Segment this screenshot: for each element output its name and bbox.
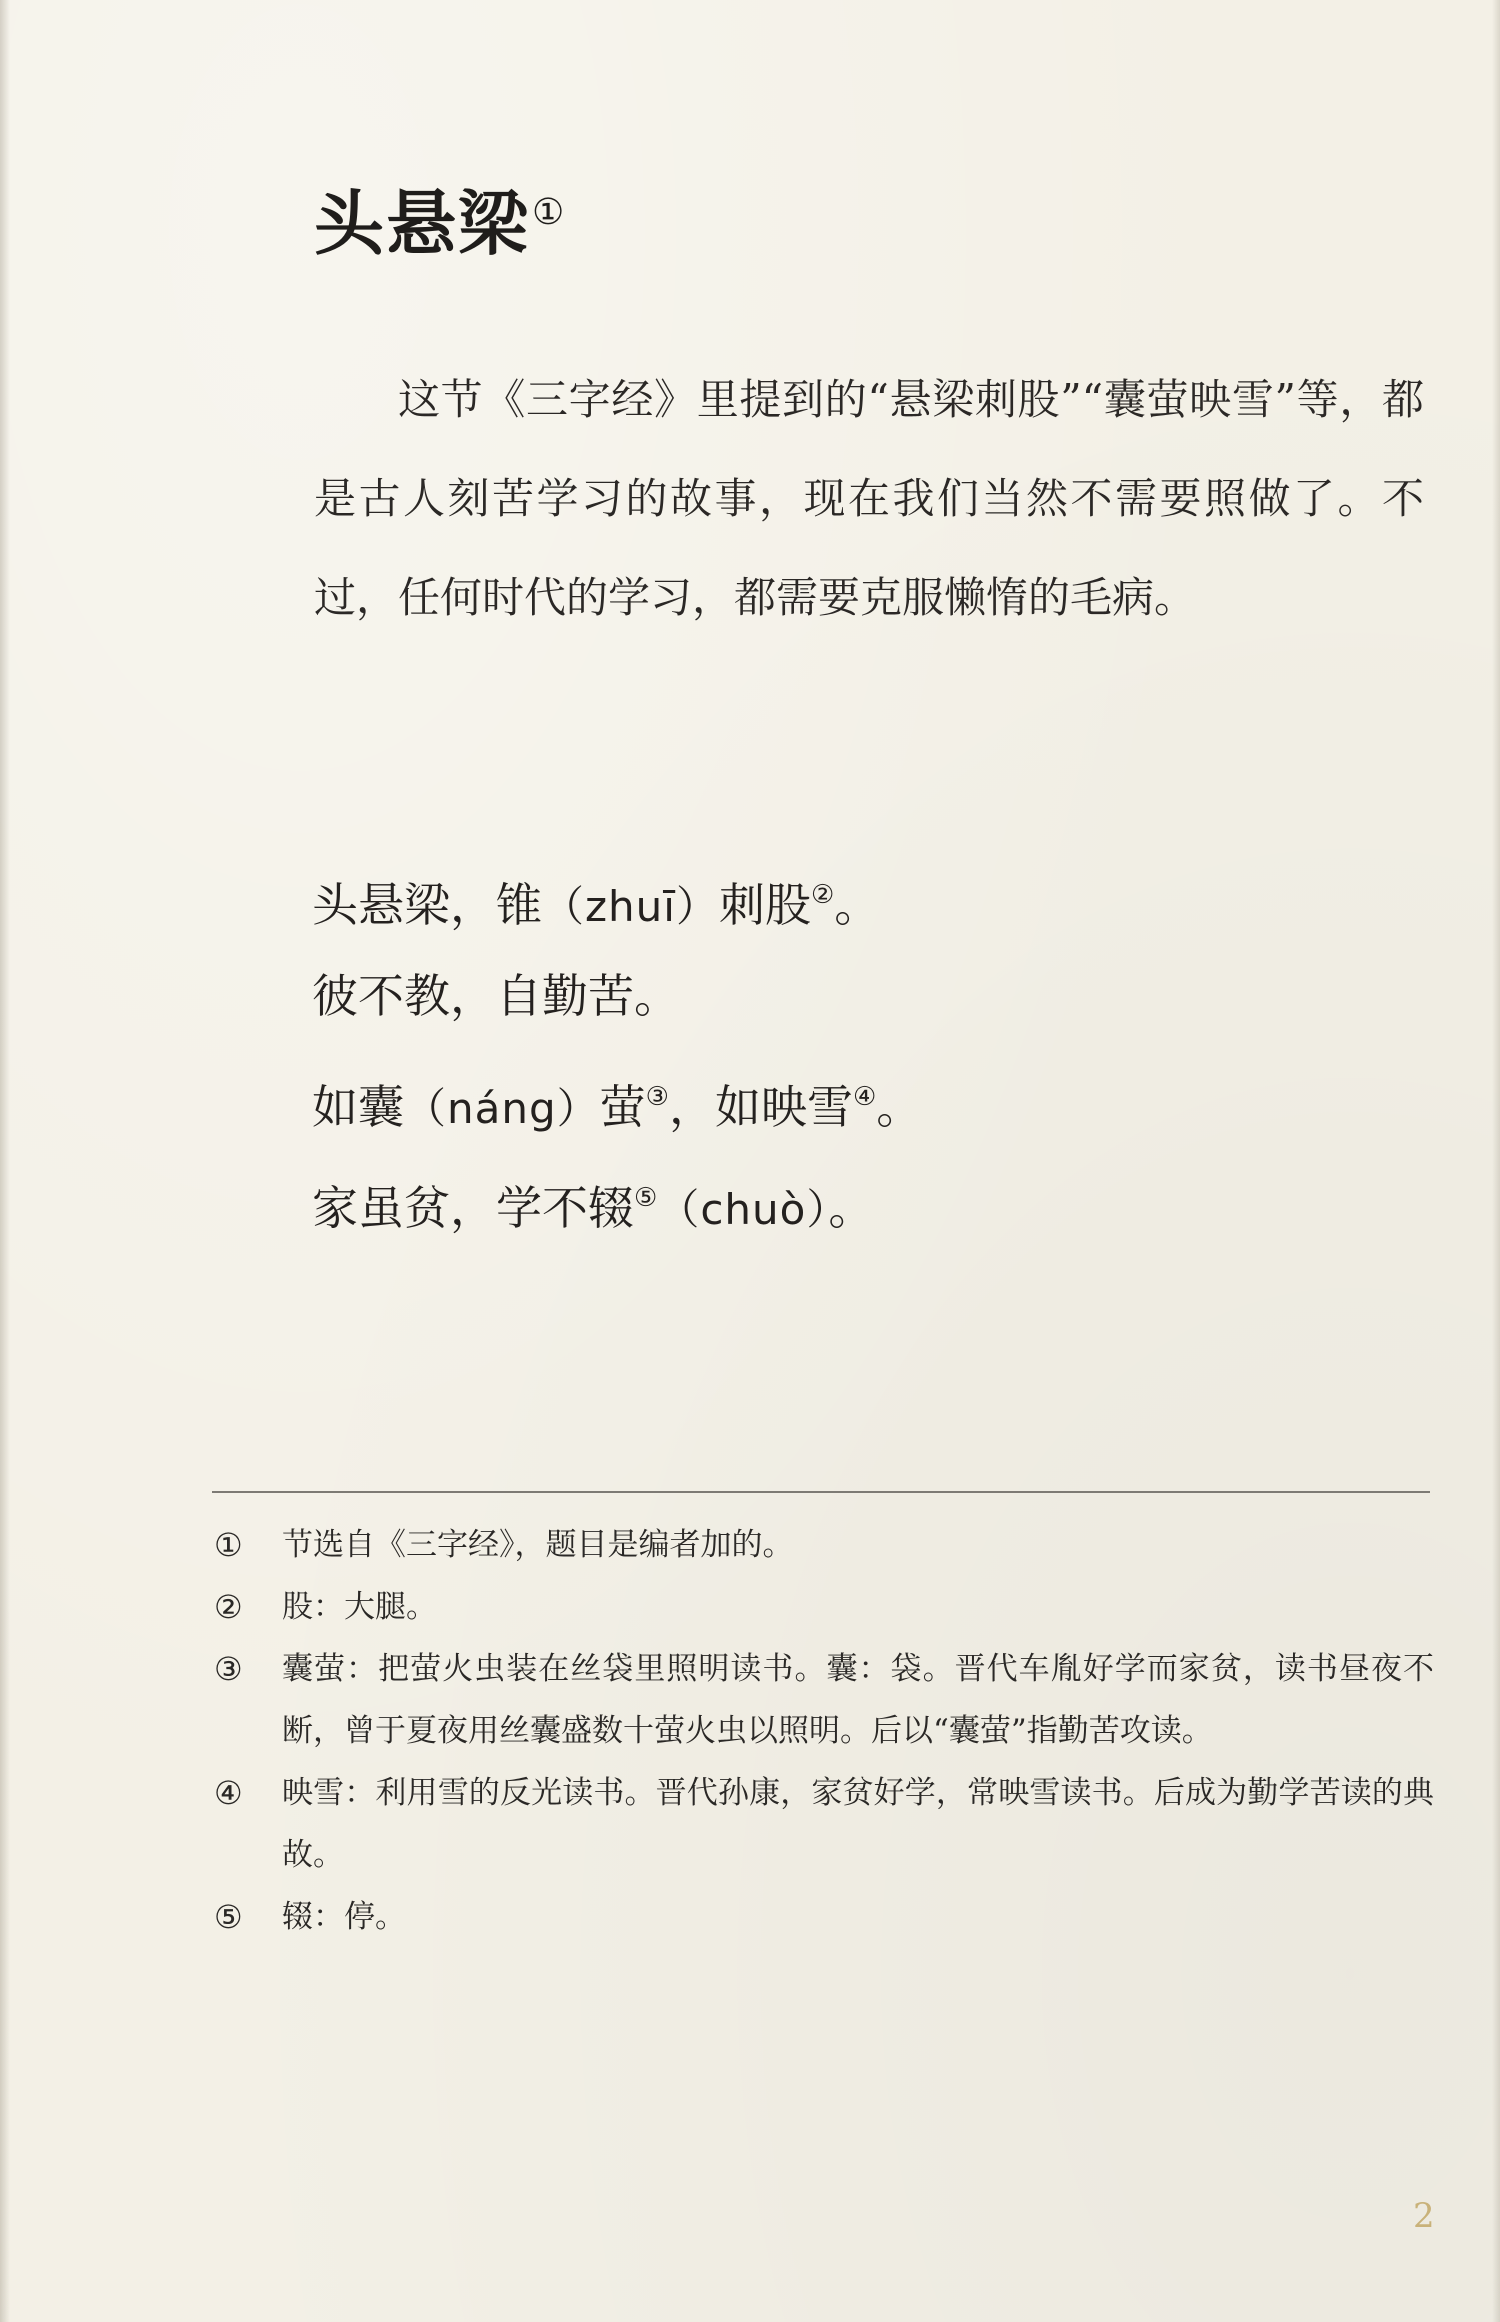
intro-paragraph: 这节《三字经》里提到的“悬梁刺股”“囊萤映雪”等，都是古人刻苦学习的故事，现在我们当然不需要照做了。不过，任何时代的学习，都需要克服懒惰的毛病。: [314, 375, 1424, 622]
verse-line-3-note-1: ③: [645, 1082, 669, 1112]
title-text: 头悬梁: [314, 183, 530, 265]
verse-line-3-mid: 萤: [599, 1080, 646, 1134]
verse-line-3-note-2: ④: [852, 1082, 877, 1112]
footnote-text: 节选自《三字经》，题目是编者加的。: [282, 1527, 794, 1563]
verse-line-4-pinyin: （chuò）: [657, 1185, 829, 1234]
footnote-text: 股：大腿。: [282, 1589, 437, 1625]
verse-line-1: [312, 845, 922, 946]
footnote-number: ②: [214, 1588, 243, 1626]
page-left-shadow: [0, 0, 10, 2322]
footnote-divider: [212, 1491, 1430, 1493]
page-number: 2: [1413, 2196, 1435, 2236]
footnote-number: ③: [214, 1650, 243, 1688]
intro-section: [314, 350, 1424, 647]
verse-line-4-note: ⑤: [634, 1183, 658, 1213]
verse-line-1-end: 。: [834, 878, 881, 932]
footnotes-section: [214, 1514, 1434, 1948]
verse-line-1-before: 头悬梁，锥: [312, 878, 542, 932]
page-title: [314, 168, 566, 269]
verse-line-3-end: 。: [876, 1080, 923, 1134]
verse-line-4-end: 。: [828, 1181, 875, 1235]
footnote-item: [214, 1762, 1434, 1886]
verse-line-3-pinyin: （náng）: [404, 1084, 600, 1133]
footnote-number: ④: [214, 1774, 243, 1812]
page-right-shadow: [1492, 0, 1500, 2322]
footnote-item: [214, 1638, 1434, 1762]
footnote-item: [214, 1514, 1434, 1576]
footnote-text: 囊萤：把萤火虫装在丝袋里照明读书。囊：袋。晋代车胤好学而家贫，读书昼夜不断，曾于夏夜用丝囊盛数十萤火虫以照明。后以“囊萤”指勤苦攻读。: [282, 1651, 1434, 1749]
verse-line-1-pinyin: （zhuī）: [542, 882, 719, 931]
verse-line-3-mid2: ，如映雪: [668, 1080, 853, 1134]
verse-line-4-before: 家虽贫，学不辍: [312, 1181, 634, 1235]
footnote-item: [214, 1576, 1434, 1638]
verse-line-2-text: 彼不教，自勤苦。: [312, 969, 680, 1023]
footnote-item: [214, 1886, 1434, 1948]
verse-line-3: [312, 1047, 922, 1148]
verse-line-2: [312, 946, 922, 1047]
verse-line-1-after: 刺股: [718, 878, 811, 932]
footnote-number: ①: [214, 1526, 243, 1564]
title-footnote-mark: ①: [532, 192, 567, 233]
footnote-text: 辍：停。: [282, 1899, 406, 1935]
footnote-number: ⑤: [214, 1898, 243, 1936]
verse-line-1-note: ②: [810, 880, 835, 910]
verse-block: [312, 845, 922, 1249]
footnote-text: 映雪：利用雪的反光读书。晋代孙康，家贫好学，常映雪读书。后成为勤学苦读的典故。: [282, 1775, 1434, 1873]
verse-line-3-before: 如囊: [312, 1080, 404, 1134]
verse-line-4: [312, 1148, 922, 1249]
